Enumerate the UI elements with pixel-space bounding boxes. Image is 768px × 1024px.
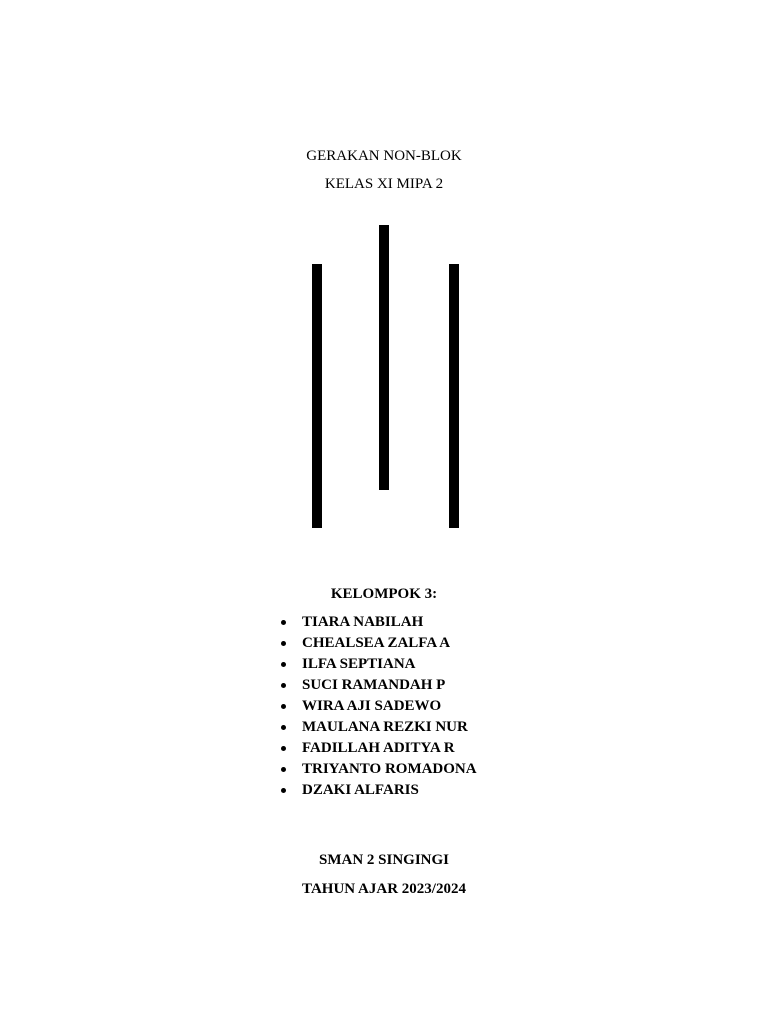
academic-year: TAHUN AJAR 2023/2024 — [302, 881, 466, 897]
class-label: KELAS XI MIPA 2 — [324, 176, 444, 192]
bullet-icon — [281, 662, 286, 667]
bullet-icon — [281, 746, 286, 751]
member-name: TRIYANTO ROMADONA — [302, 761, 477, 777]
member-name: DZAKI ALFARIS — [302, 782, 419, 798]
member-name: TIARA NABILAH — [302, 614, 424, 630]
member-name: ILFA SEPTIANA — [302, 656, 416, 672]
bullet-icon — [281, 788, 286, 793]
emblem-bar-middle — [379, 225, 389, 490]
member-name: FADILLAH ADITYA R — [302, 740, 455, 756]
member-name: MAULANA REZKI NUR — [302, 719, 468, 735]
member-name: WIRA AJI SADEWO — [302, 698, 442, 714]
emblem-bar-right — [449, 264, 459, 528]
emblem-bar-left — [312, 264, 322, 528]
bullet-icon — [281, 704, 286, 709]
bullet-icon — [281, 641, 286, 646]
bullet-icon — [281, 683, 286, 688]
document-title: GERAKAN NON-BLOK — [306, 148, 462, 164]
group-heading: KELOMPOK 3: — [330, 586, 438, 602]
bullet-icon — [281, 767, 286, 772]
school-name: SMAN 2 SINGINGI — [318, 852, 450, 868]
bullet-icon — [281, 725, 286, 730]
bullet-icon — [281, 620, 286, 625]
member-name: SUCI RAMANDAH P — [302, 677, 446, 693]
member-name: CHEALSEA ZALFA A — [302, 635, 451, 651]
